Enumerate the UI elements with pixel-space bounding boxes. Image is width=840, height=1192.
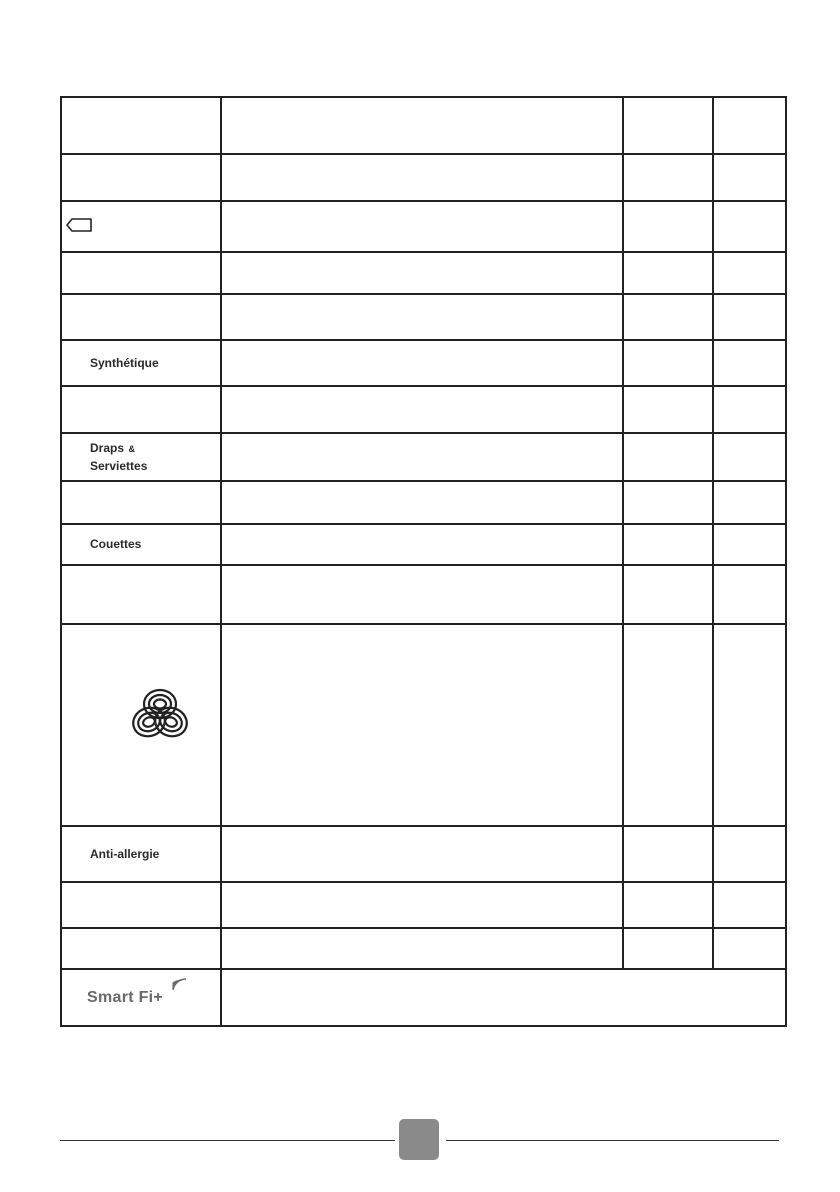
table-rule <box>60 251 787 253</box>
table-rule <box>60 927 787 929</box>
row-label-text: Synthétique <box>90 355 159 370</box>
table-rule <box>60 200 787 202</box>
table-rule <box>60 881 787 883</box>
row-label-text: & <box>128 444 135 454</box>
row-label <box>60 434 221 480</box>
tag-icon <box>66 218 92 237</box>
footer-rule <box>446 1140 779 1141</box>
table-rule <box>622 96 624 970</box>
table-rule <box>712 96 714 970</box>
row-label <box>60 970 221 1025</box>
row-label <box>60 827 221 881</box>
row-label-text: Draps <box>90 441 125 455</box>
table-rule <box>60 564 787 566</box>
table-rule <box>60 96 787 98</box>
row-label-text: Serviettes <box>90 459 148 473</box>
page-number-tab <box>399 1119 439 1160</box>
row-label-text: Anti-allergie <box>90 846 160 861</box>
table-rule <box>785 96 787 1027</box>
wifi-signal-icon <box>170 972 188 995</box>
table-rule <box>60 153 787 155</box>
table-rule <box>60 480 787 482</box>
row-label <box>60 525 221 564</box>
table-rule <box>60 1025 787 1027</box>
smart-fi-logo: Smart Fi+ <box>87 988 164 1006</box>
table-rule <box>60 293 787 295</box>
program-table <box>60 96 787 1027</box>
row-label <box>60 341 221 385</box>
table-rule <box>60 385 787 387</box>
wool-mark-icon <box>130 686 190 747</box>
footer-rule <box>60 1140 395 1141</box>
table-rule <box>60 623 787 625</box>
row-label-text: Couettes <box>90 537 142 551</box>
